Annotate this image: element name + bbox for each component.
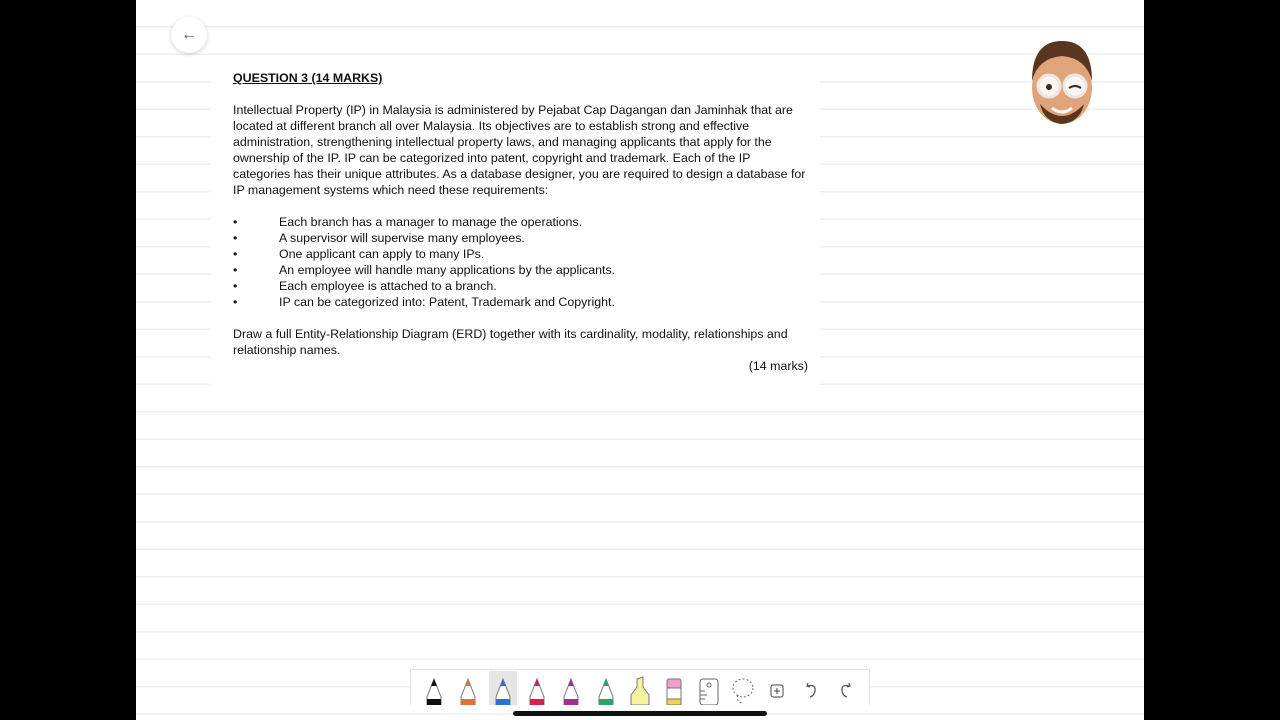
marks-label: (14 marks) xyxy=(748,359,808,373)
list-item: • Each branch has a manager to manage the operations. xyxy=(233,215,583,229)
redo-icon[interactable] xyxy=(832,671,860,705)
list-item: • Each employee is attached to a branch. xyxy=(233,279,497,293)
question-title: QUESTION 3 (14 MARKS) xyxy=(233,71,383,85)
drawing-toolbar xyxy=(410,669,870,705)
home-indicator xyxy=(513,711,767,716)
question-content xyxy=(233,70,808,374)
pen-red-icon[interactable] xyxy=(523,671,551,705)
list-item: • IP can be categorized into: Patent, Trademark and Copyright. xyxy=(233,295,615,309)
highlighter-yellow-icon[interactable] xyxy=(626,671,654,705)
pencil-orange-icon[interactable] xyxy=(454,671,482,705)
question-task: Draw a full Entity-Relationship Diagram (ERD) together with its cardinality, modality, relationships and relationship names. xyxy=(233,327,788,357)
ruler-icon[interactable] xyxy=(695,671,723,705)
list-item: • One applicant can apply to many IPs. xyxy=(233,247,485,261)
eraser-icon[interactable] xyxy=(660,671,688,705)
pen-black-icon[interactable] xyxy=(420,671,448,705)
arrow-left-icon: ← xyxy=(181,26,197,43)
list-item: • A supervisor will supervise many employees. xyxy=(233,231,525,245)
memoji-avatar-icon xyxy=(1022,36,1102,131)
question-intro: Intellectual Property (IP) in Malaysia is administered by Pejabat Cap Dagangan dan Jaminhak that are located at different branch all over Malaysia. Its objectives are to establish strong and effective administration, strengthening intellectual property laws, and managing applicants that apply for the ownership of the IP. IP can be categorized into patent, copyright and trademark. Each of the IP categories has their unique attributes. As a database designer, you are required to design a database for IP management systems which need these requirements: xyxy=(233,103,806,197)
add-shape-icon[interactable] xyxy=(763,671,791,705)
back-button[interactable] xyxy=(171,17,207,53)
lasso-icon[interactable] xyxy=(729,671,757,705)
pen-blue-icon[interactable] xyxy=(489,671,517,705)
undo-icon[interactable] xyxy=(797,671,825,705)
pen-purple-icon[interactable] xyxy=(557,671,585,705)
pen-green-icon[interactable] xyxy=(592,671,620,705)
list-item: • An employee will handle many applications by the applicants. xyxy=(233,263,616,277)
requirements-list xyxy=(233,214,808,310)
